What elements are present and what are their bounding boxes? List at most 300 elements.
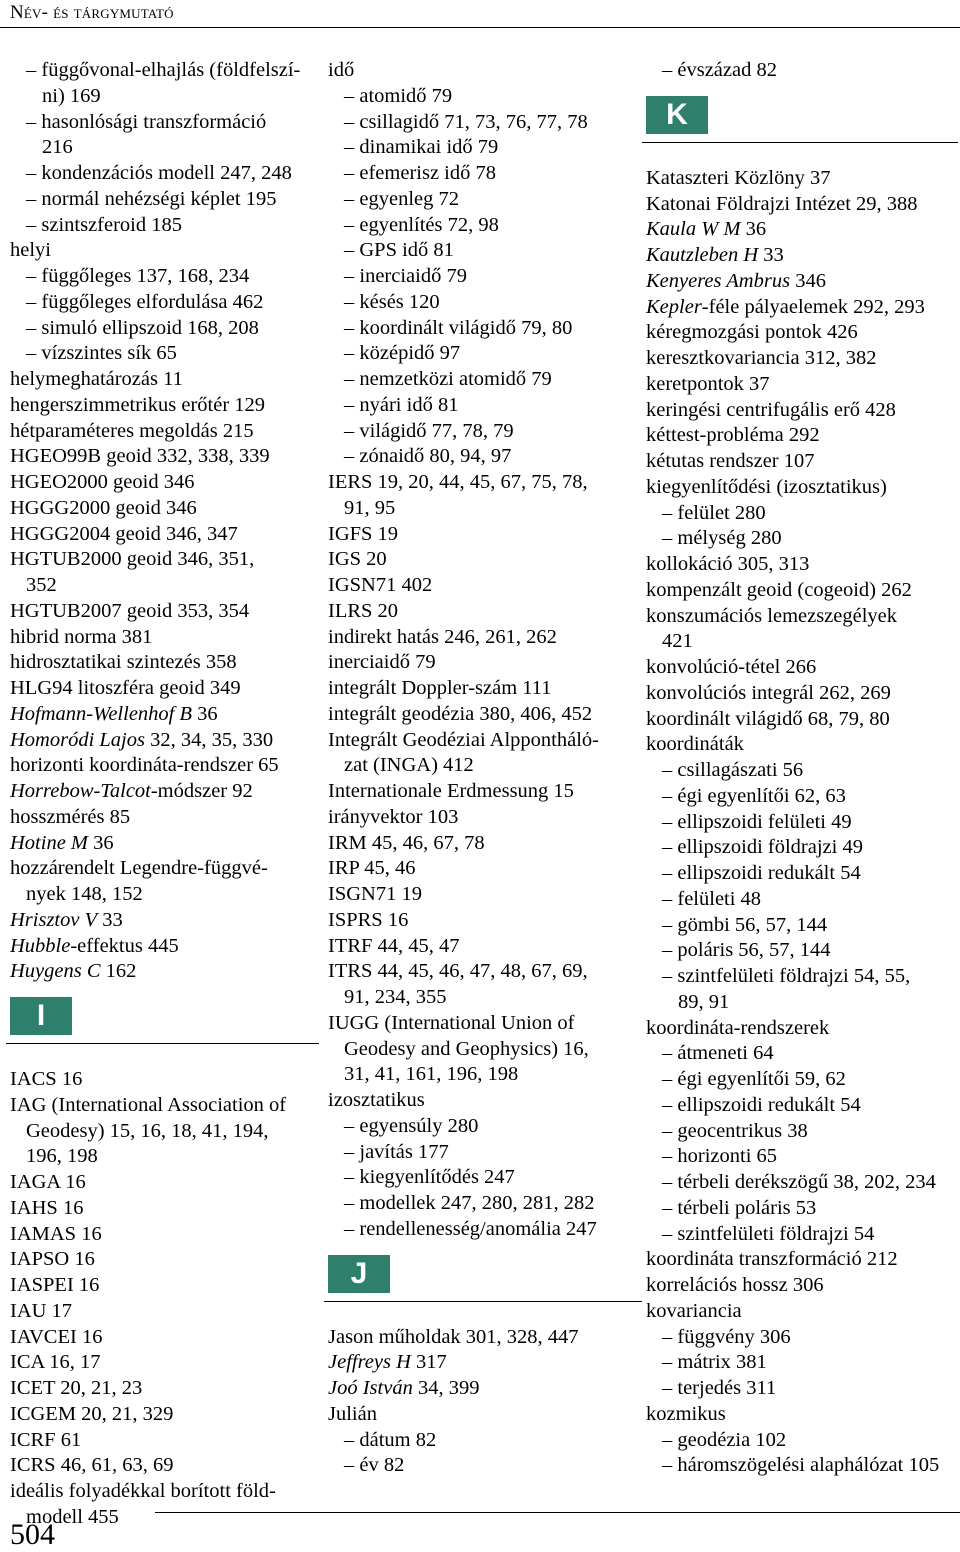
index-entry-text: 91, 95 [344, 496, 396, 519]
index-entry-text: keresztkovariancia 312, 382 [646, 347, 877, 369]
index-entry-text: – vízszintes sík 65 [26, 342, 177, 365]
index-entry [646, 681, 954, 707]
index-subentry [10, 213, 315, 239]
index-entry-text: – normál nehézségi képlet 195 [26, 187, 277, 210]
index-subentry [646, 1093, 954, 1119]
index-entry-text: – nyári idő 81 [344, 393, 459, 416]
index-entry-text: – késés 120 [344, 290, 440, 313]
index-subentry [646, 1453, 954, 1479]
index-entry-text: – nemzetközi atomidő 79 [344, 368, 552, 390]
index-entry-text: 162 [100, 960, 137, 983]
index-entry-text: ICET 20, 21, 23 [10, 1377, 143, 1399]
index-entry-name: Huygens C [10, 960, 101, 983]
index-entry [646, 346, 954, 372]
index-entry-text: – égi egyenlítői 62, 63 [662, 784, 846, 807]
index-entry-text: HLG94 litoszféra geoid 349 [10, 677, 241, 699]
index-entry-text: IAPSO 16 [10, 1248, 95, 1271]
index-entry [646, 372, 954, 398]
index-entry [10, 1376, 315, 1402]
index-entry [328, 1088, 638, 1114]
index-entry-text: – középidő 97 [344, 342, 461, 365]
index-entry [10, 419, 315, 445]
index-entry-text: – dátum 82 [344, 1428, 437, 1451]
index-subentry [10, 264, 315, 290]
index-entry [646, 1402, 954, 1428]
index-entry [328, 1062, 638, 1088]
index-entry [646, 732, 954, 758]
index-entry-text: HGTUB2007 geoid 353, 354 [10, 599, 250, 622]
index-entry [328, 1037, 638, 1063]
index-subentry [328, 1165, 638, 1191]
index-entry-text: IAG (International Association of [10, 1093, 287, 1116]
index-entry-name: Jeffreys H [328, 1351, 411, 1374]
index-entry-text: IAMAS 16 [10, 1222, 102, 1245]
index-subentry [328, 238, 638, 264]
index-subentry [10, 290, 315, 316]
index-entry [10, 444, 315, 470]
index-entry-text: 31, 41, 161, 196, 198 [344, 1063, 519, 1086]
index-entry-text: 196, 198 [26, 1145, 98, 1168]
index-entry [328, 650, 638, 676]
index-entry [10, 1402, 315, 1428]
index-entry [10, 1479, 315, 1505]
index-entry-text: helymeghatározás 11 [10, 368, 183, 390]
index-entry-text: – kondenzációs modell 247, 248 [26, 162, 292, 184]
index-entry-text: ni) 169 [42, 84, 101, 107]
index-subentry [646, 913, 954, 939]
index-entry [10, 934, 315, 960]
index-entry-text: – térbeli derékszögű 38, 202, 234 [662, 1171, 936, 1193]
index-entry [10, 470, 315, 496]
index-subentry [328, 367, 638, 393]
index-subentry [328, 264, 638, 290]
index-entry-text: 421 [662, 630, 693, 653]
index-entry-text: 36 [192, 702, 218, 725]
index-entry-text: – geodézia 102 [662, 1428, 787, 1451]
index-entry [646, 398, 954, 424]
index-entry-text: konvolúció-tétel 266 [646, 656, 817, 678]
index-entry-text: konvolúciós integrál 262, 269 [646, 681, 891, 704]
footer-rule [155, 1512, 960, 1513]
index-subentry [328, 290, 638, 316]
index-subentry [10, 341, 315, 367]
index-entry-text: ICA 16, 17 [10, 1351, 101, 1374]
header-rule [0, 27, 960, 28]
index-entry-text: keringési centrifugális erő 428 [646, 398, 896, 421]
index-entry-text: – évszázad 82 [662, 59, 777, 81]
index-entry-text: – dinamikai idő 79 [344, 136, 499, 159]
index-entry [646, 423, 954, 449]
index-subentry [328, 393, 638, 419]
index-entry [646, 449, 954, 475]
index-entry-text: – kiegyenlítődés 247 [344, 1166, 515, 1189]
index-entry-text: kovariancia [646, 1299, 742, 1322]
page-number: 504 [10, 1518, 55, 1551]
index-entry [646, 629, 954, 655]
index-entry [10, 522, 315, 548]
index-entry-text: ideális folyadékkal borított föld- [10, 1480, 276, 1502]
index-subentry [10, 58, 315, 84]
index-subentry [328, 187, 638, 213]
index-entry [328, 625, 638, 651]
index-entry-text: -módszer 92 [150, 780, 253, 802]
index-entry [646, 707, 954, 733]
index-subentry [646, 784, 954, 810]
index-entry-text: 34, 399 [412, 1377, 480, 1399]
section-heading [328, 1243, 638, 1325]
index-entry-text: korrelációs hossz 306 [646, 1274, 824, 1296]
index-entry-text: IGFS 19 [328, 522, 399, 545]
index-entry-text: kozmikus [646, 1402, 726, 1425]
index-entry-text: HGGG2004 geoid 346, 347 [10, 522, 238, 545]
index-entry-text: zat (INGA) 412 [344, 754, 474, 777]
index-entry-text: hétparaméteres megoldás 215 [10, 419, 254, 442]
index-entry-text: – szintfelületi földrajzi 54 [662, 1222, 875, 1245]
index-subentry [646, 938, 954, 964]
index-entry [328, 573, 638, 599]
index-column-1 [10, 58, 315, 1531]
index-entry-text: Integrált Geodéziai Alpponthálό- [328, 728, 599, 751]
index-entry-text: idő [328, 59, 355, 81]
index-subentry [646, 1376, 954, 1402]
index-entry-text: – atomidő 79 [344, 84, 453, 107]
index-entry [328, 702, 638, 728]
index-entry [10, 1273, 315, 1299]
index-entry [328, 1376, 638, 1402]
index-entry-text: IGS 20 [328, 548, 387, 571]
index-subentry [646, 990, 954, 1016]
index-subentry [10, 316, 315, 342]
index-subentry [328, 419, 638, 445]
index-entry-text: – poláris 56, 57, 144 [662, 939, 831, 962]
index-entry [10, 1222, 315, 1248]
index-entry [328, 753, 638, 779]
index-entry-text: hengerszimmetrikus erőtér 129 [10, 393, 266, 416]
index-entry [646, 269, 954, 295]
index-entry-text: – felületi 48 [662, 887, 762, 910]
index-entry [328, 856, 638, 882]
index-entry [646, 475, 954, 501]
index-entry-text: – mátrix 381 [662, 1351, 767, 1374]
index-entry-name: Hotine M [10, 831, 88, 854]
index-subentry [646, 1119, 954, 1145]
section-letter-box [328, 1255, 390, 1293]
index-entry-name: Kautzleben H [646, 244, 759, 266]
index-column-2 [328, 58, 638, 1479]
index-entry [10, 625, 315, 651]
index-entry-text: IAU 17 [10, 1299, 73, 1322]
index-subentry [328, 341, 638, 367]
index-entry-text: koordináta-rendszerek [646, 1016, 830, 1039]
index-subentry [646, 887, 954, 913]
index-subentry [10, 135, 315, 161]
index-subentry [328, 444, 638, 470]
index-entry-text: hozzárendelt Legendre-függvé- [10, 857, 268, 880]
index-entry-text: – átmeneti 64 [662, 1042, 774, 1065]
index-entry-text: izosztatikus [328, 1089, 425, 1111]
index-entry-text: – modellek 247, 280, 281, 282 [344, 1192, 595, 1214]
index-subentry [646, 1041, 954, 1067]
index-entry-text: – efemerisz idő 78 [344, 162, 496, 184]
index-entry [328, 959, 638, 985]
index-entry-text: ICRF 61 [10, 1428, 82, 1451]
index-entry [328, 1011, 638, 1037]
index-entry-text: HGGG2000 geoid 346 [10, 496, 197, 519]
index-entry-text: – hasonlósági transzformáció [26, 110, 267, 133]
index-entry-text: nyek 148, 152 [26, 883, 143, 905]
index-entry-text: koordináta transzformáció 212 [646, 1248, 898, 1271]
index-entry-name: Horrebow-Talcot [10, 780, 151, 802]
index-entry-text: – egyenlítés 72, 98 [344, 213, 499, 236]
index-subentry [328, 1191, 638, 1217]
index-entry-text: 36 [740, 218, 767, 241]
index-entry [646, 552, 954, 578]
index-entry-name: Hofmann-Wellenhof B [10, 702, 193, 725]
index-entry [328, 676, 638, 702]
index-entry-text: ILRS 20 [328, 599, 399, 622]
index-subentry [646, 1325, 954, 1351]
index-entry-text: – szintfelületi földrajzi 54, 55, [662, 965, 911, 987]
index-entry [10, 1119, 315, 1145]
index-subentry [646, 810, 954, 836]
index-entry [328, 599, 638, 625]
index-entry [328, 805, 638, 831]
section-letter: J [350, 1256, 368, 1290]
index-entry-text: kéregmozgási pontok 426 [646, 321, 858, 344]
index-entry-text: – égi egyenlítői 59, 62 [662, 1068, 846, 1090]
index-entry [10, 753, 315, 779]
index-entry [646, 578, 954, 604]
index-entry-text: Internationale Erdmessung 15 [328, 780, 574, 802]
index-entry [10, 1350, 315, 1376]
index-entry [10, 1067, 315, 1093]
index-entry [328, 1325, 638, 1351]
index-entry-text: – egyensúly 280 [344, 1114, 479, 1137]
index-subentry [10, 84, 315, 110]
index-entry [646, 1299, 954, 1325]
index-entry-text: irányvektor 103 [328, 805, 459, 828]
index-subentry [646, 1196, 954, 1222]
index-entry-text: Julián [328, 1402, 377, 1425]
index-entry [10, 367, 315, 393]
index-entry-text: 33 [97, 908, 123, 931]
index-entry-text: koordináták [646, 733, 744, 756]
index-entry-text: ISPRS 16 [328, 908, 409, 931]
index-subentry [328, 135, 638, 161]
index-entry [328, 496, 638, 522]
index-entry-name: Kaula W M [646, 218, 741, 241]
index-subentry [328, 1217, 638, 1243]
index-entry-text: IRP 45, 46 [328, 857, 416, 880]
index-subentry [646, 1222, 954, 1248]
index-subentry [328, 213, 638, 239]
index-entry-text: – horizonti 65 [662, 1145, 778, 1168]
index-entry [328, 470, 638, 496]
index-entry [328, 985, 638, 1011]
index-subentry [10, 187, 315, 213]
index-subentry [328, 84, 638, 110]
index-entry-text: IAVCEI 16 [10, 1325, 103, 1348]
index-entry-text: – csillagászati 56 [662, 759, 804, 781]
index-entry-text: kiegyenlítődési (izosztatikus) [646, 475, 887, 498]
index-subentry [328, 316, 638, 342]
index-entry [10, 728, 315, 754]
index-entry-text: kompenzált geoid (cogeoid) 262 [646, 578, 912, 601]
index-entry [328, 1402, 638, 1428]
index-entry [10, 1093, 315, 1119]
index-subentry [646, 501, 954, 527]
index-subentry [328, 1453, 638, 1479]
index-entry-text: hosszmérés 85 [10, 805, 131, 828]
index-entry-text: indirekt hatás 246, 261, 262 [328, 625, 557, 648]
index-entry-text: inerciaidő 79 [328, 651, 436, 674]
index-entry [10, 496, 315, 522]
index-entry-text: modell 455 [26, 1505, 119, 1528]
index-subentry [646, 1350, 954, 1376]
index-entry [10, 1453, 315, 1479]
index-subentry [328, 161, 638, 187]
index-entry [646, 604, 954, 630]
index-entry-text: – függvény 306 [662, 1325, 791, 1348]
index-entry-text: HGTUB2000 geoid 346, 351, [10, 548, 255, 571]
index-entry-text: IERS 19, 20, 44, 45, 67, 75, 78, [328, 471, 588, 493]
index-entry-name: Kenyeres Ambrus [646, 269, 791, 292]
index-entry-text: 216 [42, 136, 73, 159]
index-entry [10, 547, 315, 573]
index-entry [10, 1170, 315, 1196]
index-entry-text: Jason műholdak 301, 328, 447 [328, 1325, 579, 1348]
index-entry-text: – koordinált világidő 79, 80 [344, 316, 573, 339]
index-entry-text: kétutas rendszer 107 [646, 450, 815, 472]
index-entry-text: HGEO2000 geoid 346 [10, 471, 195, 493]
index-entry [10, 1299, 315, 1325]
index-entry-text: horizonti koordináta-rendszer 65 [10, 754, 279, 777]
index-subentry [646, 964, 954, 990]
index-entry-text: ISGN71 19 [328, 883, 422, 905]
index-entry-text: – terjedés 311 [662, 1377, 777, 1399]
index-entry-text: – egyenleg 72 [344, 187, 459, 210]
index-entry [10, 238, 315, 264]
index-entry-text: 89, 91 [678, 990, 730, 1013]
index-entry [10, 1428, 315, 1454]
index-entry [328, 882, 638, 908]
index-entry-text: ITRS 44, 45, 46, 47, 48, 67, 69, [328, 960, 588, 983]
index-entry-text: kéttest-probléma 292 [646, 424, 820, 447]
index-column-3 [646, 58, 954, 1479]
index-entry [10, 1247, 315, 1273]
index-entry [646, 166, 954, 192]
index-entry-text: IACS 16 [10, 1068, 83, 1090]
index-entry [646, 243, 954, 269]
index-entry [10, 1505, 315, 1531]
index-entry-text: – ellipszoidi földrajzi 49 [662, 836, 863, 859]
index-entry [646, 1247, 954, 1273]
index-entry [646, 217, 954, 243]
index-entry [10, 831, 315, 857]
index-subentry [328, 1140, 638, 1166]
index-entry [10, 393, 315, 419]
index-entry [646, 192, 954, 218]
index-entry-text: Katonai Földrajzi Intézet 29, 388 [646, 192, 918, 215]
index-entry-text: 33 [758, 244, 784, 266]
index-entry [10, 959, 315, 985]
index-entry-text: – szintszferoid 185 [26, 213, 182, 236]
index-entry-text: – felület 280 [662, 501, 766, 524]
index-entry-text: – függővonal-elhajlás (földfelszí- [26, 59, 301, 81]
index-subentry [328, 1428, 638, 1454]
index-entry [10, 805, 315, 831]
index-entry-text: – ellipszoidi felületi 49 [662, 810, 852, 833]
index-subentry [646, 1144, 954, 1170]
index-entry-name: Homoródi Lajos [10, 728, 145, 751]
section-rule [6, 1043, 319, 1044]
index-entry-text: IUGG (International Union of [328, 1011, 575, 1034]
running-header: Név- és tárgymutató [10, 2, 174, 23]
index-entry-text: – javítás 177 [344, 1140, 449, 1163]
index-entry-text: hibrid norma 381 [10, 625, 153, 648]
index-entry-text: – függőleges 137, 168, 234 [26, 265, 250, 287]
index-entry-text: – geocentrikus 38 [662, 1119, 808, 1142]
index-subentry [646, 1170, 954, 1196]
section-letter-box [646, 96, 708, 134]
index-entry-text: 91, 234, 355 [344, 986, 447, 1008]
index-entry-text: integrált geodézia 380, 406, 452 [328, 702, 593, 725]
index-entry-text: IASPEI 16 [10, 1274, 100, 1296]
index-entry-text: – GPS idő 81 [344, 239, 454, 262]
index-entry-name: Joó István [328, 1377, 413, 1399]
index-entry-text: koordinált világidő 68, 79, 80 [646, 707, 890, 730]
index-entry [10, 1196, 315, 1222]
index-subentry [328, 110, 638, 136]
index-entry-text: ICRS 46, 61, 63, 69 [10, 1454, 174, 1477]
section-rule [324, 1301, 642, 1302]
index-entry-text: HGEO99B geoid 332, 338, 339 [10, 445, 270, 468]
index-entry-text: integrált Doppler-szám 111 [328, 677, 552, 699]
index-subentry [646, 835, 954, 861]
index-entry-text: IGSN71 402 [328, 574, 433, 596]
index-entry-name: Hubble [10, 934, 71, 957]
index-subentry [646, 861, 954, 887]
index-entry-text: kollokáció 305, 313 [646, 553, 810, 575]
index-entry [10, 856, 315, 882]
index-subentry [646, 758, 954, 784]
index-entry [10, 882, 315, 908]
section-letter-box [10, 997, 72, 1035]
index-entry-text: ICGEM 20, 21, 329 [10, 1402, 174, 1425]
index-subentry [646, 1428, 954, 1454]
index-entry [328, 831, 638, 857]
index-entry-text: helyi [10, 239, 51, 262]
index-subentry [646, 58, 954, 84]
section-letter: I [36, 999, 46, 1032]
index-entry [328, 779, 638, 805]
index-entry [646, 1273, 954, 1299]
index-entry [328, 934, 638, 960]
index-entry [10, 702, 315, 728]
index-entry-text: 317 [410, 1351, 447, 1374]
index-entry [328, 728, 638, 754]
index-entry-text: – háromszögelési alaphálózat 105 [662, 1454, 940, 1477]
index-subentry [646, 526, 954, 552]
index-entry [646, 320, 954, 346]
index-entry-text: IAHS 16 [10, 1196, 84, 1219]
index-entry-text: ITRF 44, 45, 47 [328, 934, 460, 957]
index-subentry [10, 110, 315, 136]
index-entry [328, 547, 638, 573]
index-entry [646, 295, 954, 321]
index-entry-text: – ellipszoidi redukált 54 [662, 1093, 861, 1116]
index-entry-text: – év 82 [344, 1454, 405, 1477]
